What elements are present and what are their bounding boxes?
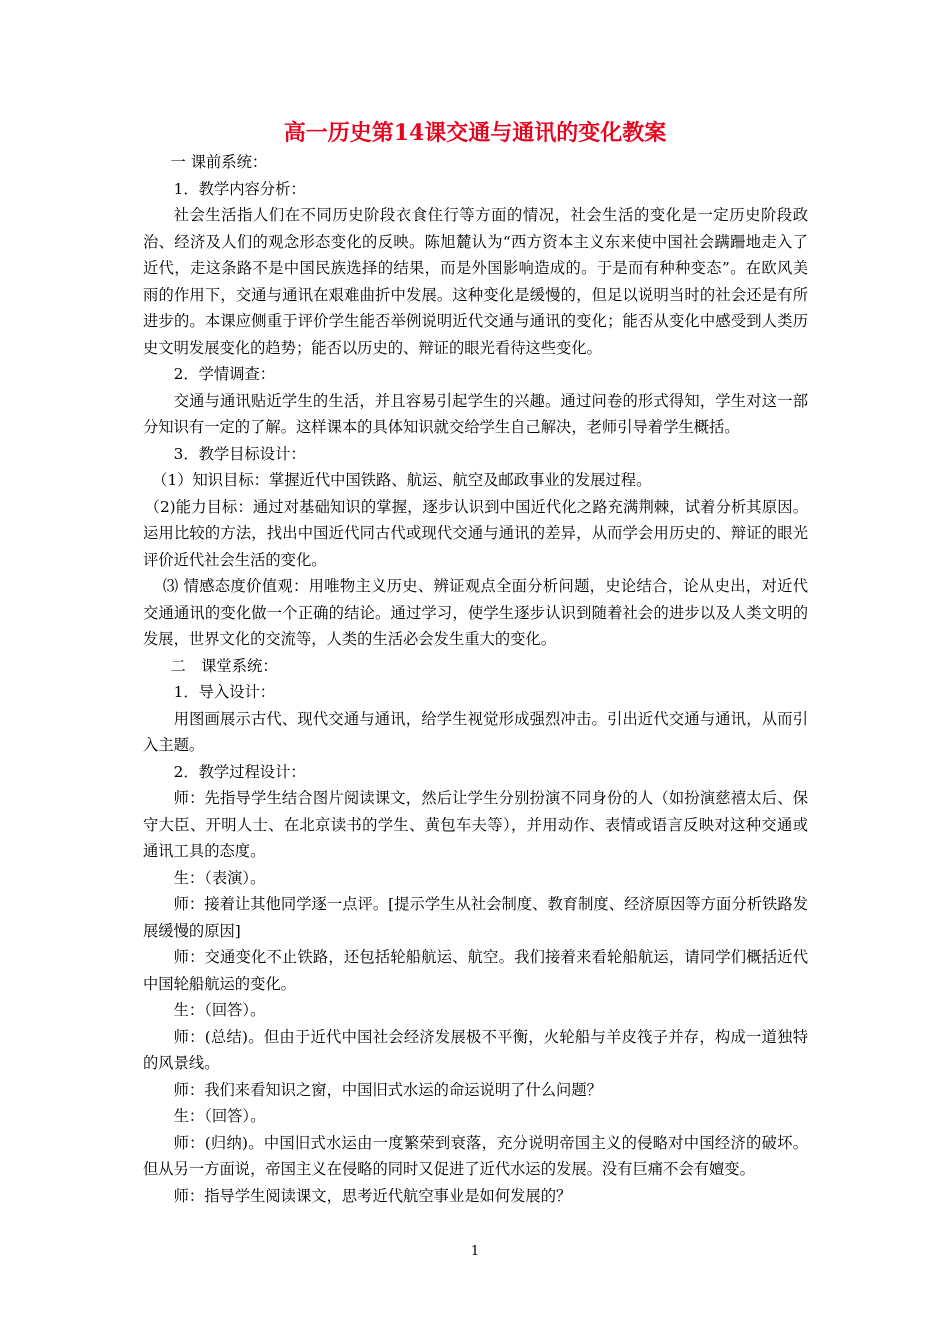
document-title: 高一历史第14课交通与通讯的变化教案 xyxy=(283,120,667,146)
paragraph: 师：我们来看知识之窗，中国旧式水运的命运说明了什么问题？ xyxy=(173,1080,602,1099)
subsection-heading: 3．教学目标设计： xyxy=(173,444,306,463)
document-body xyxy=(143,149,808,1209)
subsection-heading: 1．导入设计： xyxy=(173,683,276,701)
section-heading: 二 课堂系统： xyxy=(170,656,278,675)
objective-item: （2)能力目标：通过对基础知识的掌握，逐步认识到中国近代化之路充满荆棘，试着分析其原因。运用比较的方法，找出中国近代同古代或现代交通与通讯的差异，从而学会用历史的、辩证的眼光评价近代社会生活的变化。 xyxy=(143,497,808,569)
subsection-heading: 2．学情调查： xyxy=(173,365,276,383)
paragraph: 师：(归纳)。中国旧式水运由一度繁荣到衰落，充分说明帝国主义的侵略对中国经济的破坏。但从另一方面说，帝国主义在侵略的同时又促进了近代水运的发展。没有巨痛不会有嬗变。 xyxy=(143,1133,808,1178)
subsection-heading: 1．教学内容分析： xyxy=(173,179,306,198)
paragraph: 生：（回答）。 xyxy=(173,1001,266,1019)
paragraph: 交通与通讯贴近学生的生活，并且容易引起学生的兴趣。通过问卷的形式得知，学生对这一部分知识有一定的了解。这样课本的具体知识就交给学生自己解决，老师引导着学生概括。 xyxy=(143,391,808,436)
paragraph: 师：指导学生阅读课文，思考近代航空事业是如何发展的？ xyxy=(173,1186,572,1205)
paragraph: 师：先指导学生结合图片阅读课文，然后让学生分别扮演不同身份的人（如扮演慈禧太后、保守大臣、开明人士、在北京读书的学生、黄包车夫等），并用动作、表情或语言反映对这种交通或通讯工具的态度。 xyxy=(143,789,808,860)
paragraph: 用图画展示古代、现代交通与通讯，给学生视觉形成强烈冲击。引出近代交通与通讯，从而引入主题。 xyxy=(143,709,808,754)
paragraph: 生：（回答）。 xyxy=(173,1107,266,1125)
page-number: 1 xyxy=(470,1244,480,1259)
paragraph: 师：(总结)。但由于近代中国社会经济发展极不平衡，火轮船与羊皮筏子并存，构成一道独特的风景线。 xyxy=(143,1027,808,1072)
paragraph: 生：（表演）。 xyxy=(173,868,266,887)
paragraph: 师：接着让其他同学逐一点评。[提示学生从社会制度、教育制度、经济原因等方面分析铁路发展缓慢的原因] xyxy=(143,895,808,940)
paragraph: 社会生活指人们在不同历史阶段衣食住行等方面的情况，社会生活的变化是一定历史阶段政治、经济及人们的观念形态变化的反映。陈旭麓认为“西方资本主义东来使中国社会蹒跚地走入了近代，走这条路不是中国民族选择的结果，而是外国影响造成的。于是而有种种变态”。在欧风美雨的作用下，交通与通讯在艰难曲折中发展。这种变化是缓慢的，但足以说明当时的社会还是有所进步的。本课应侧重于评价学生能否举例说明近代交通与通讯的变化；能否从变化中感受到人类历史文明发展变化的趋势；能否以历史的、辩证的眼光看待这些变化。 xyxy=(143,206,808,357)
subsection-heading: 2．教学过程设计： xyxy=(173,762,306,781)
paragraph: 师：交通变化不止铁路，还包括轮船航运、航空。我们接着来看轮船航运，请同学们概括近代中国轮船航运的变化。 xyxy=(143,948,808,993)
objective-item: （1）知识目标：掌握近代中国铁路、航运、航空及邮政事业的发展过程。 xyxy=(152,471,652,489)
section-heading: 一 课前系统： xyxy=(170,153,268,171)
objective-item: ⑶ 情感态度价值观：用唯物主义历史、辨证观点全面分析问题，史论结合，论从史出，对近代交通通讯的变化做一个正确的结论。通过学习，使学生逐步认识到随着社会的进步以及人类文明的发展，世界文化的交流等，人类的生活必会发生重大的变化。 xyxy=(143,577,808,648)
